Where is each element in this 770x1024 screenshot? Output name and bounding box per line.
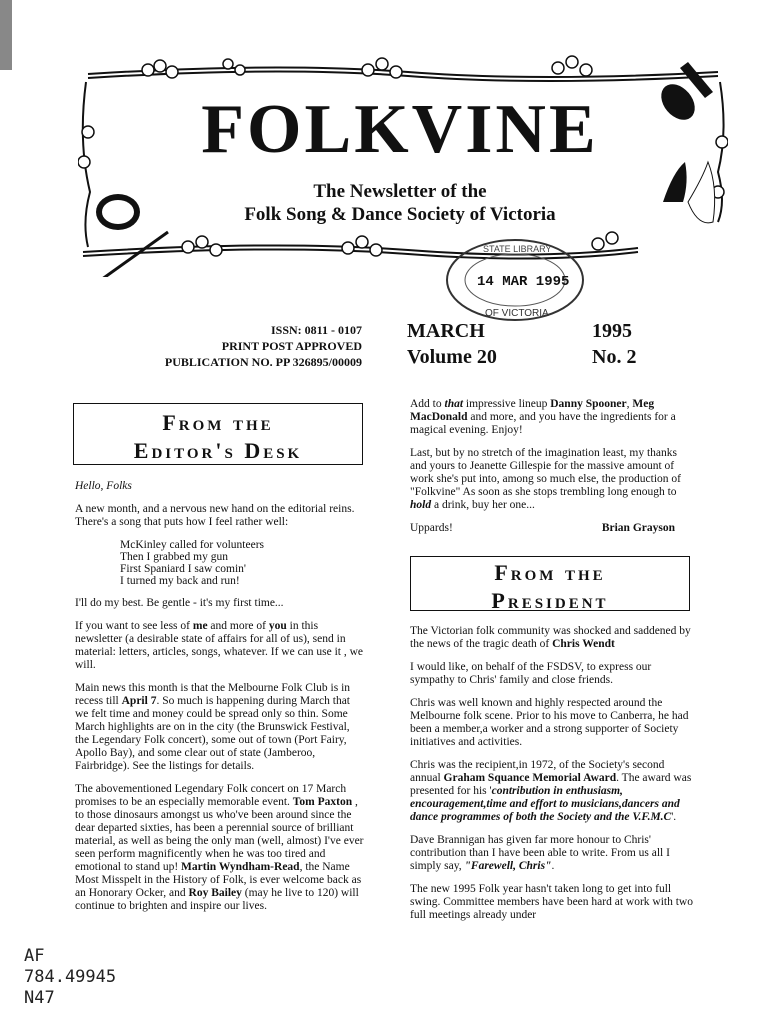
newsletter-title: FOLKVINE <box>201 91 599 168</box>
editor-paragraph: Add to that impressive lineup Danny Spooner, Meg MacDonald and more, and you have the ingredients for a magical evening. Enjoy! <box>410 398 676 436</box>
subtitle-line-1: The Newsletter of the <box>313 181 487 202</box>
editor-column <box>75 480 365 923</box>
stamp-date: 14 MAR 1995 <box>477 274 570 290</box>
editor-paragraph: The abovementioned Legendary Folk concert on 17 March promises to be an especially memorable event. Tom Paxton , to those dinosaurs amongst us who've been around since the dear departed sixties, has been a perennial source of brilliant material, as well as being the only man (well, almost) I've ever seen perform magnificently when he was too tired and emotional to stand up! Martin Wyndham-Read, the Name Most Misspelt in the History of Folk, is ever welcome back as an Honorary Ocker, and Roy Bailey (may he live to 120) will continue to brighten and inspire our lives. <box>75 783 364 912</box>
issue-number: No. 2 <box>592 346 637 368</box>
president-column <box>410 625 695 932</box>
president-paragraph: The Victorian folk community was shocked and saddened by the news of the tragic death of Chris Wendt <box>410 625 691 650</box>
signoff-text: Uppards! <box>410 522 453 534</box>
call-number-line: N47 <box>24 988 55 1008</box>
issn: ISSN: 0811 - 0107 <box>270 323 362 337</box>
president-paragraph: I would like, on behalf of the FSDSV, to express our sympathy to Chris' family and close friends. <box>410 661 652 686</box>
editor-paragraph: A new month, and a nervous new hand on the editorial reins. There's a song that puts how I feel rather well: <box>75 503 355 528</box>
print-post-approved: PRINT POST APPROVED <box>221 339 362 353</box>
subtitle-line-2: Folk Song & Dance Society of Victoria <box>244 204 556 225</box>
president-paragraph: Chris was well known and highly respected around the Melbourne folk scene. Prior to his move to Canberra, he had been a member,a worker and a strong supporter of Society initiatives and activities. <box>410 697 689 748</box>
verse-line: First Spaniard I saw comin' <box>120 563 247 575</box>
editor-signature: Brian Grayson <box>601 522 675 534</box>
president-paragraph: Dave Brannigan has given far more honour to Chris' contribution than I have been able to write. From us all I simply say, "Farewell, Chris". <box>410 834 670 872</box>
president-paragraph: Chris was the recipient,in 1972, of the Society's second annual Graham Squance Memorial Award. The award was presented for his 'contribution in enthusiasm, encouragement,time and effort to musicians,dancers and dance programmes of both the Society and the V.F.M.C'. <box>410 759 692 823</box>
verse-line: I turned my back and run! <box>120 575 240 587</box>
call-number-line: AF <box>24 946 45 966</box>
newsletter-subtitle <box>180 180 620 226</box>
publication-number: PUBLICATION NO. PP 326895/00009 <box>164 355 362 369</box>
editor-paragraph: If you want to see less of me and more of you in this newsletter (a desirable state of affairs for all of us), send in material: letters, articles, songs, whatever. If we can use it , we will. <box>75 620 364 671</box>
page-corner-shadow <box>0 0 12 70</box>
publication-info <box>100 322 362 370</box>
editor-column-continued <box>410 398 695 535</box>
editor-paragraph: I'll do my best. Be gentle - it's my first time... <box>75 597 284 609</box>
stamp-top-text: STATE LIBRARY <box>483 244 552 254</box>
issue-volume: Volume 20 <box>407 346 497 368</box>
editor-signoff <box>410 522 695 535</box>
editor-heading-line-1: From the <box>162 410 274 435</box>
verse-line: Then I grabbed my gun <box>120 551 228 563</box>
president-heading-box <box>410 556 690 611</box>
editor-paragraph: Main news this month is that the Melbourne Folk Club is in recess till April 7. So much is happening during March that we felt time and money could be spread only so thin. Some March highlights are on in the city (the Brunswick Festival, the Legendary Folk concert), some out of town (Port Fairy, Apollo Bay), and some clear out of state (Jamberoo, Fairbridge). See the listings for details. <box>75 682 351 772</box>
president-paragraph: The new 1995 Folk year hasn't taken long to get into full swing. Committee members have been hard at work with two full meetings already under <box>410 883 693 921</box>
call-number-line: 784.49945 <box>24 967 117 987</box>
editor-paragraph: Last, but by no stretch of the imagination least, my thanks and yours to Jeanette Gillespie for the massive amount of work she's put into, among so much else, the production of "Folkvine" As soon as she stops trembling long enough to hold a drink, buy her one... <box>410 447 682 511</box>
editor-heading-line-2: Editor's Desk <box>133 438 303 463</box>
stamp-bottom-text: OF VICTORIA <box>485 308 549 319</box>
verse-line: McKinley called for volunteers <box>120 539 265 551</box>
president-heading-line-1: From the <box>494 560 606 585</box>
editor-heading-box <box>73 403 363 465</box>
handwritten-call-number <box>24 946 116 1009</box>
song-verse <box>120 539 365 587</box>
issue-month: MARCH <box>407 320 485 342</box>
president-heading-line-2: President <box>491 588 609 613</box>
issue-info <box>407 318 667 370</box>
editor-greeting: Hello, Folks <box>75 480 132 492</box>
issue-year: 1995 <box>592 320 632 342</box>
